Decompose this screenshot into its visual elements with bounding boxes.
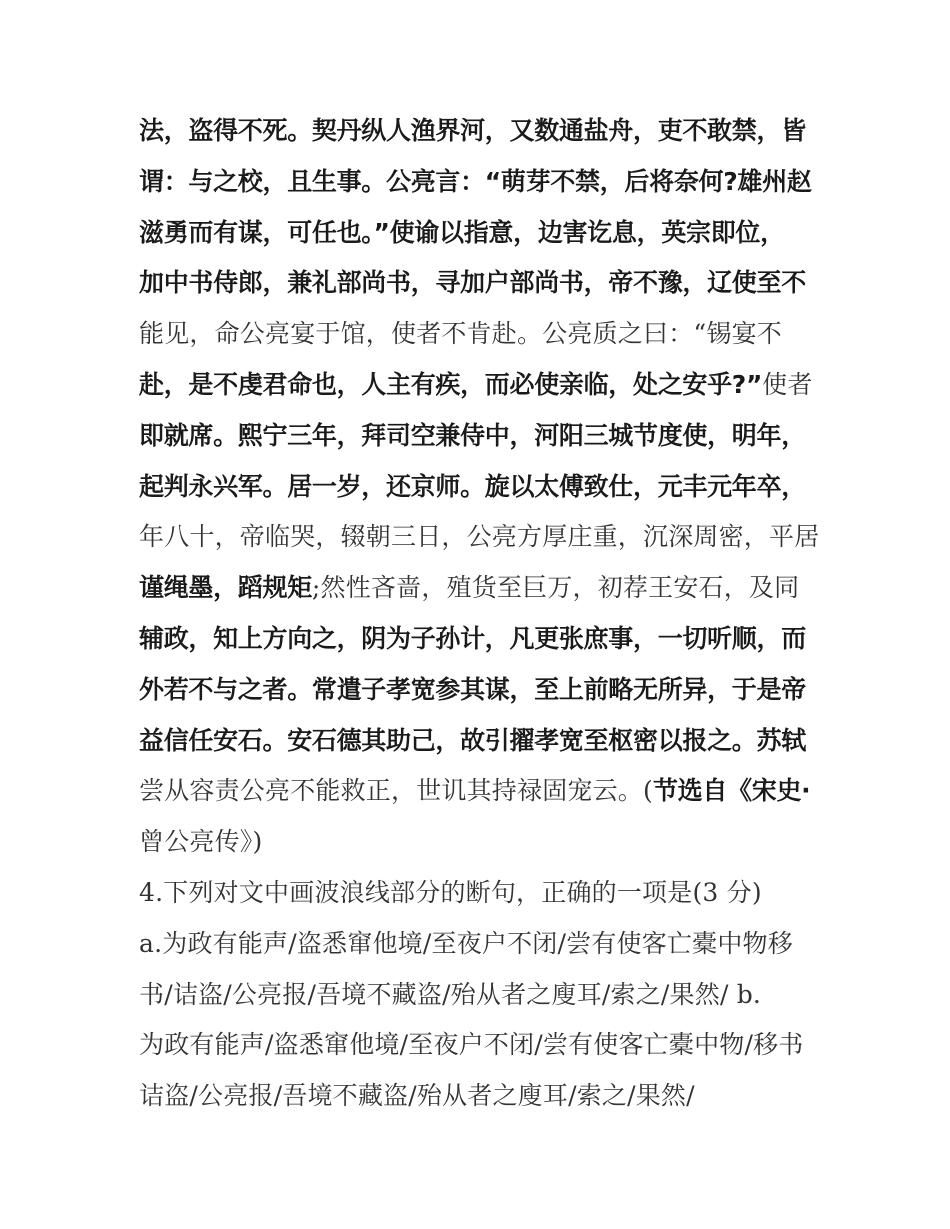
text-segment: a.为政有能声/盗悉窜他境/至夜户不闭/尝有使客亡橐中物移 <box>139 928 793 958</box>
text-line <box>139 665 829 716</box>
text-line <box>139 360 829 411</box>
body-text <box>139 106 829 1122</box>
text-segment: 能见，命公亮宴于馆，使者不肯赴。公亮质之曰：“锡宴不 <box>139 319 782 349</box>
text-line <box>139 258 829 309</box>
text-segment: 尝从容责公亮不能救正，世讥其持禄固宠云。( <box>139 776 653 806</box>
text-segment: 滋勇而有谋，可任也。”使谕以指意，边害讫息，英宗即位， <box>139 217 785 247</box>
text-segment: 赴，是不虔君命也，人主有疾，而必使亲临，处之安乎?” <box>139 369 763 399</box>
text-segment: 曾公亮传》) <box>139 827 263 857</box>
text-line <box>139 208 829 259</box>
text-line <box>139 157 829 208</box>
text-segment: 加中书侍郎，兼礼部尚书，寻加户部尚书，帝不豫，辽使至不 <box>139 268 806 298</box>
text-line <box>139 919 829 970</box>
text-segment: 辅政，知上方向之，阴为子孙计，凡更张庶事，一切听顺，而 <box>139 623 806 653</box>
text-segment: 使者 <box>762 369 813 399</box>
text-segment: 法，盗得不死。契丹纵人渔界河，又数通盐舟，吏不敢禁，皆 <box>139 116 806 145</box>
text-line <box>139 462 829 513</box>
text-segment: 谨绳墨，蹈规矩 <box>139 573 312 603</box>
text-segment: 为政有能声/盗悉窜他境/至夜户不闭/尝有使客亡橐中物/移书 <box>139 1030 804 1060</box>
text-segment: 诘盗/公亮报/吾境不藏盗/殆从者之廋耳/索之/果然/ <box>139 1081 695 1111</box>
text-segment: 书/诘盗/公亮报/吾境不藏盗/殆从者之廋耳/索之/果然/ b. <box>139 979 762 1009</box>
text-line <box>139 614 829 665</box>
text-segment: 4.下列对文中画波浪线部分的断句，正确的一项是(3 分) <box>139 877 762 907</box>
text-segment: ;然性吝啬，殖货至巨万，初荐王安石，及同 <box>311 573 800 603</box>
text-line <box>139 1020 829 1071</box>
text-segment: 节选自《宋史· <box>652 776 811 806</box>
text-line <box>139 512 829 563</box>
text-line <box>139 1071 829 1122</box>
text-line <box>139 411 829 462</box>
text-segment: 外若不与之者。常遣子孝宽参其谋，至上前略无所异，于是帝 <box>139 674 806 704</box>
text-line <box>139 563 829 614</box>
text-line <box>139 817 829 868</box>
text-line <box>139 716 829 767</box>
text-segment: 益信任安石。安石德其助己，故引擢孝宽至枢密以报之。苏轼 <box>139 725 806 755</box>
text-segment: 即就席。熙宁三年，拜司空兼侍中，河阳三城节度使，明年， <box>139 420 806 450</box>
text-segment: 起判永兴军。居一岁，还京师。旋以太傅致仕，元丰元年卒， <box>139 471 806 501</box>
text-line <box>139 309 829 360</box>
text-line <box>139 970 829 1021</box>
text-segment: 谓：与之校，且生事。公亮言：“萌芽不禁，后将奈何?雄州赵 <box>139 166 812 196</box>
text-line <box>139 868 829 919</box>
text-line <box>139 766 829 817</box>
text-line <box>139 106 829 157</box>
text-segment: 年八十，帝临哭，辍朝三日，公亮方厚庄重，沉深周密，平居 <box>139 522 820 552</box>
